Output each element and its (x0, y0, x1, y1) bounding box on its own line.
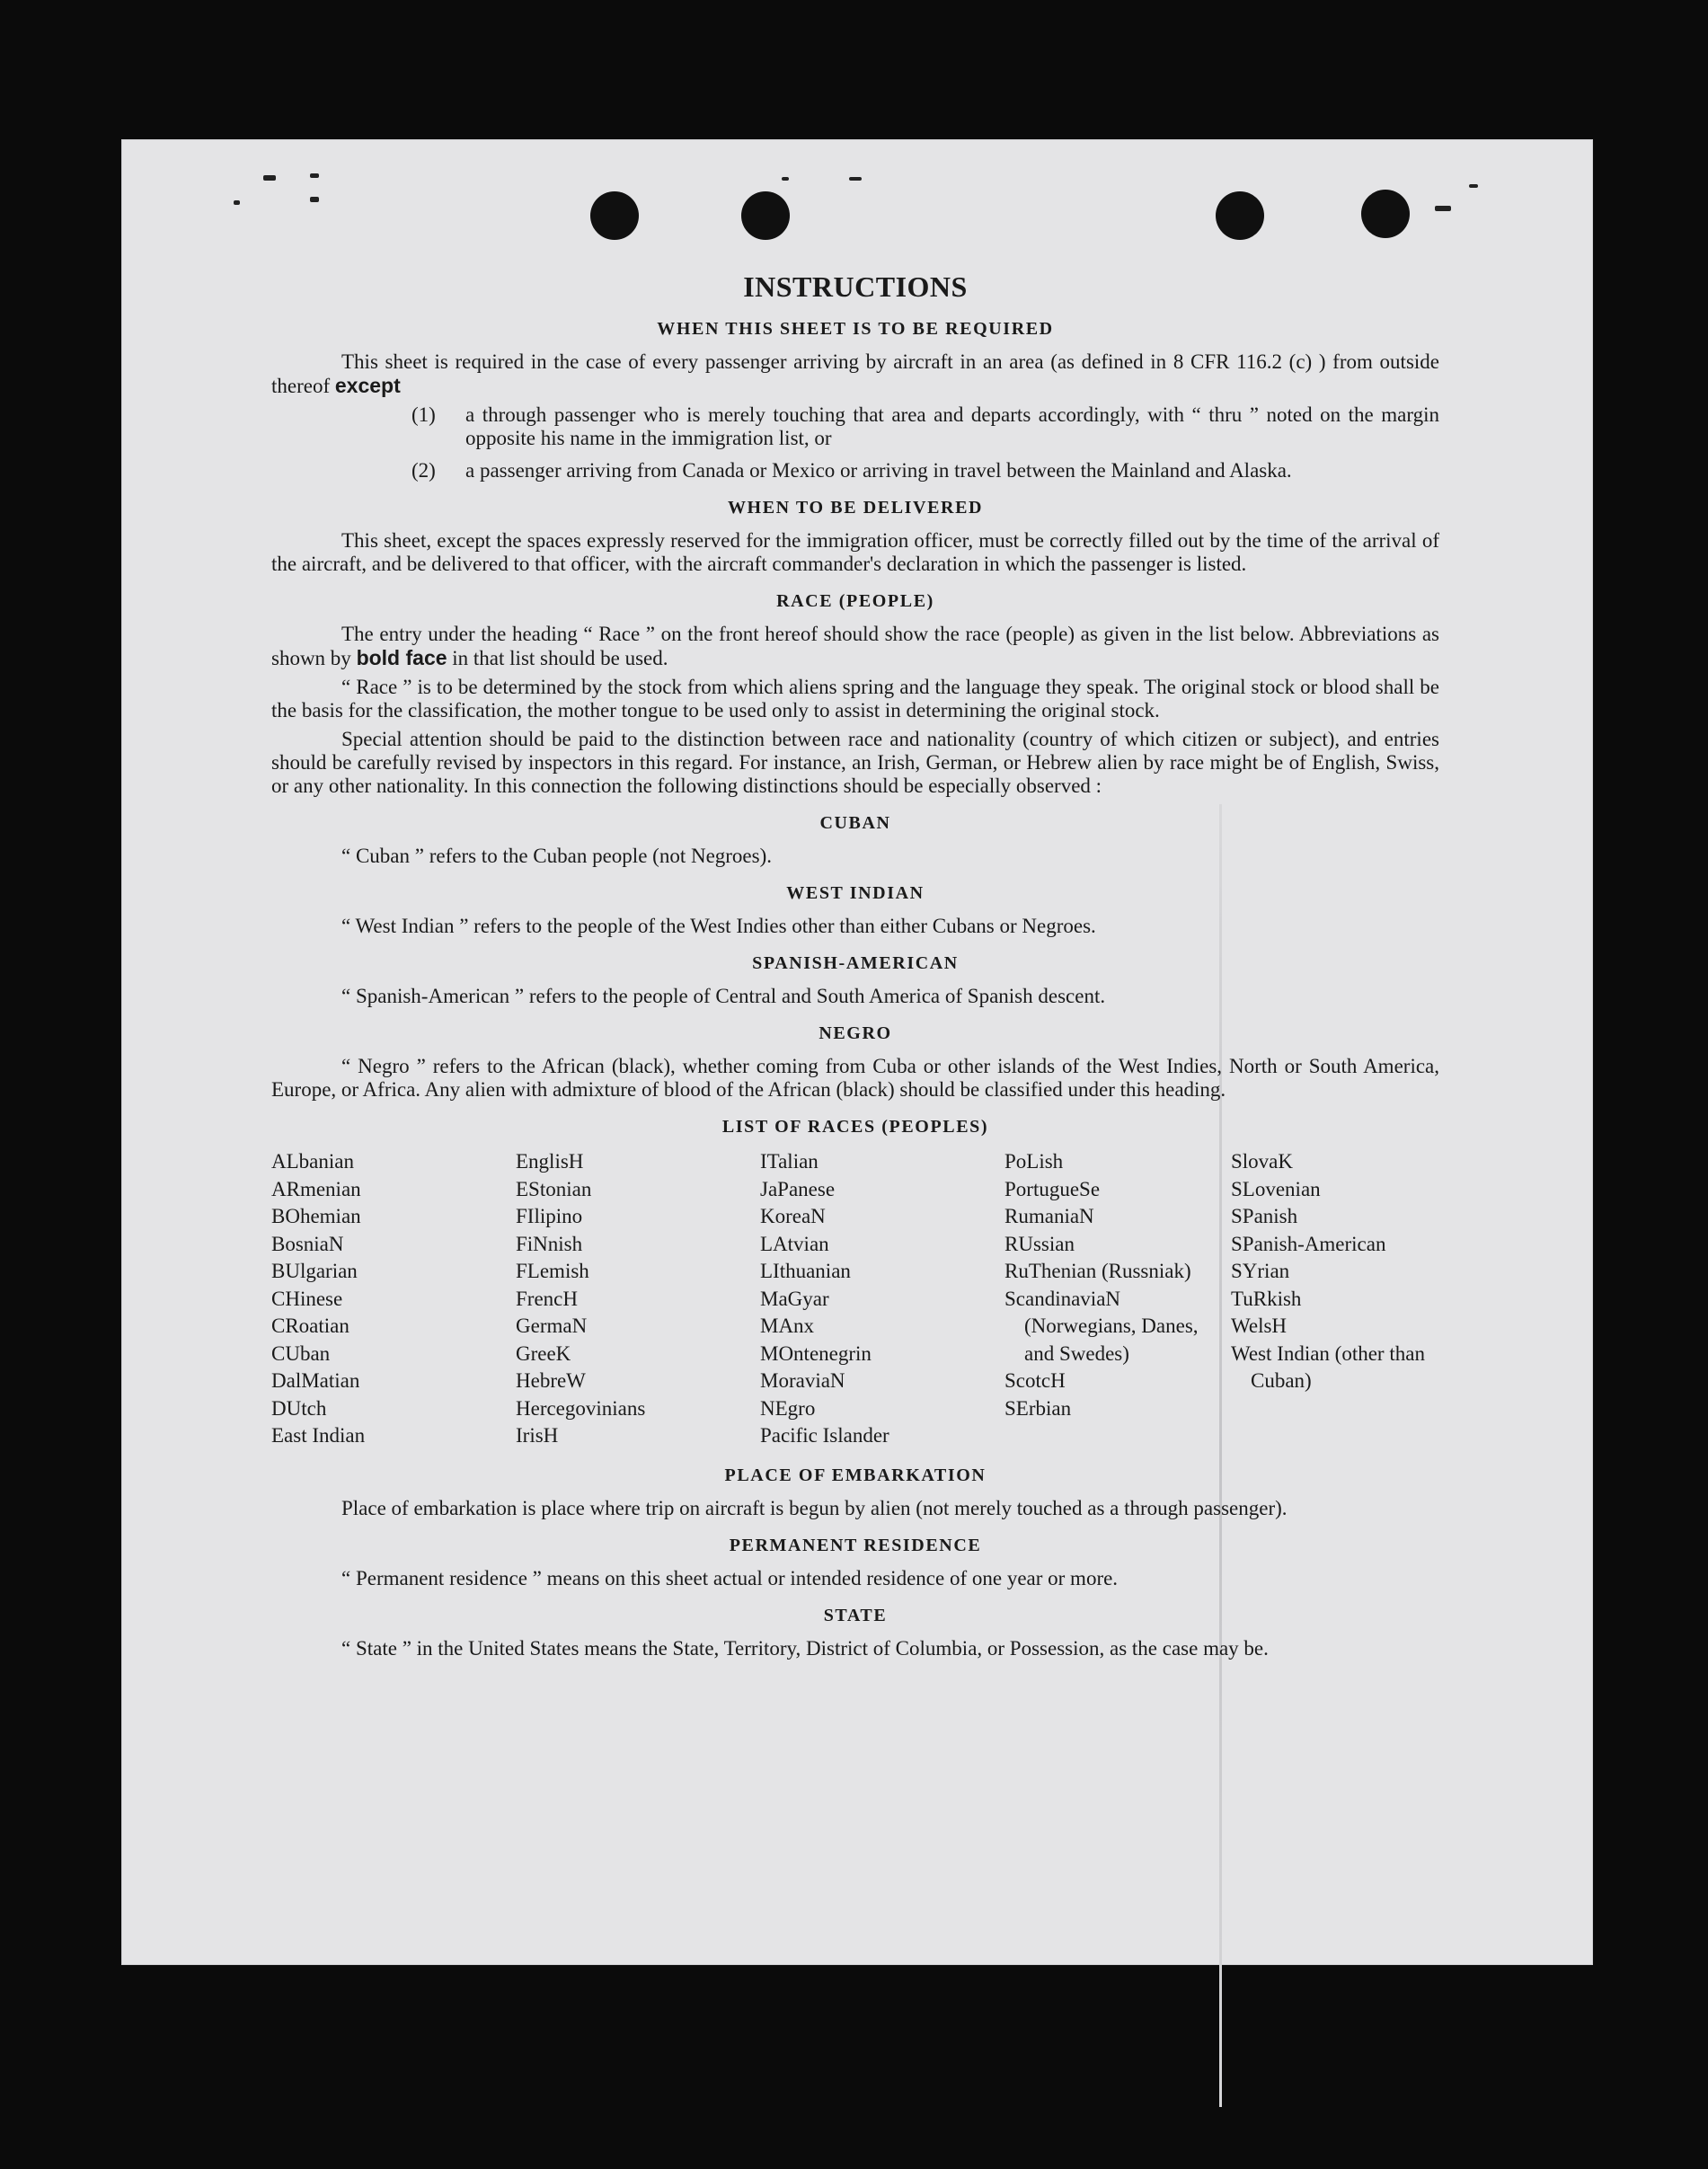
race-entry: CUban (271, 1341, 331, 1365)
paragraph-negro: “ Negro ” refers to the African (black), whether coming from Cuba or other islands of the West Indies, North or South America, Europe, or Africa. Any alien with admixture of blood of the African (black) should be classified under this heading. (271, 1055, 1439, 1101)
paper-speck (1469, 184, 1478, 188)
paragraph-delivered: This sheet, except the spaces expressly reserved for the immigration officer, must be correctly filled out by the time of the arrival of the aircraft, and be delivered to that officer, with the aircraft commander's declaration in which the passenger is listed. (271, 529, 1439, 575)
paper-speck (310, 173, 319, 178)
race-entry: ITalian (760, 1150, 819, 1173)
race-entry: ALbanian (271, 1150, 354, 1173)
paragraph-state: “ State ” in the United States means the State, Territory, District of Columbia, or Possession, as the case may be. (341, 1636, 1269, 1660)
race-entry: Hercegovinians (516, 1396, 646, 1420)
heading-state: STATE (823, 1605, 888, 1625)
race-entry: FrencH (516, 1287, 578, 1310)
race-entry: PortugueSe (1004, 1177, 1101, 1200)
punch-hole (1216, 191, 1264, 240)
race-entry: MAnx (760, 1315, 815, 1337)
race-entry: BUlgarian (271, 1260, 358, 1282)
race-entry: CHinese (271, 1287, 343, 1310)
heading-list-of-races: LIST OF RACES (PEOPLES) (721, 1117, 989, 1137)
text-required-pre: This sheet is required in the case of every passenger arriving by aircraft in an area (as defined in 8 CFR 116.2 (c) ) from outside thereof (271, 350, 1439, 397)
heading-cuban: CUBAN (819, 813, 891, 833)
paragraph-cuban: “ Cuban ” refers to the Cuban people (not Negroes). (341, 845, 773, 867)
paper-speck (310, 197, 319, 202)
race-entry: SPanish-American (1231, 1232, 1386, 1255)
race-entry: WelsH (1231, 1315, 1288, 1337)
race-entry: MOntenegrin (760, 1341, 872, 1365)
instructions-content (271, 261, 1439, 1666)
races-column-1 (271, 1148, 516, 1450)
exception-text: a through passenger who is merely touching that area and departs accordingly, with “ thru ” noted on the margin opposite his name in the immigration list, or (465, 403, 1439, 449)
races-column-5 (1231, 1148, 1439, 1450)
race-entry: BosniaN (271, 1232, 344, 1255)
punch-hole (1361, 190, 1410, 238)
race-entry: TuRkish (1231, 1287, 1302, 1310)
exception-number: (2) (412, 459, 436, 482)
race-entry: BOhemian (271, 1205, 361, 1227)
heading-negro: NEGRO (819, 1023, 892, 1043)
race-entry: DUtch (271, 1396, 327, 1420)
race-entry: MoraviaN (760, 1369, 845, 1392)
heading-race: RACE (PEOPLE) (776, 591, 934, 611)
exception-item-1 (271, 403, 1439, 450)
race-entry: ScandinaviaN (Norwegians, Danes, and Swedes) (1004, 1287, 1199, 1365)
race-entry: CRoatian (271, 1315, 350, 1337)
heading-when-required: WHEN THIS SHEET IS TO BE REQUIRED (657, 319, 1054, 339)
races-column-4 (1004, 1148, 1231, 1450)
paragraph-race-1 (271, 623, 1439, 670)
race-entry: LAtvian (760, 1232, 829, 1255)
race-entry: ARmenian (271, 1177, 361, 1200)
race-entry: RUssian (1004, 1232, 1075, 1255)
race-entry: West Indian (other than Cuban) (1231, 1341, 1425, 1392)
heading-spanish-american: SPANISH-AMERICAN (752, 953, 959, 973)
paragraph-west-indian: “ West Indian ” refers to the people of the West Indies other than either Cubans or Negroes. (341, 915, 1096, 937)
race-entry: FLemish (516, 1260, 589, 1282)
race-entry: DalMatian (271, 1369, 360, 1392)
race-entry: SlovaK (1231, 1150, 1293, 1173)
races-column-2 (516, 1148, 760, 1450)
race-entry: MaGyar (760, 1287, 829, 1310)
race-entry: GermaN (516, 1315, 588, 1337)
heading-embarkation: PLACE OF EMBARKATION (724, 1465, 987, 1485)
paragraph-race-2: “ Race ” is to be determined by the stock from which aliens spring and the language they speak. The original stock or blood shall be the basis for the classification, the mother tongue to be used only to assist in determining the original stock. (271, 676, 1439, 722)
text-race-1-pre: The entry under the heading “ Race ” on the front hereof should show the race (people) as given in the list below. Abbreviations as shown by (271, 623, 1439, 669)
heading-when-delivered: WHEN TO BE DELIVERED (727, 498, 984, 518)
paragraph-embarkation: Place of embarkation is place where trip on aircraft is begun by alien (not merely touched as a through passenger). (341, 1496, 1288, 1519)
race-entry: JaPanese (760, 1177, 836, 1200)
races-list (271, 1148, 1439, 1450)
race-entry: SPanish (1231, 1205, 1298, 1227)
paper-speck (1435, 206, 1451, 211)
race-entry: EStonian (516, 1177, 592, 1200)
race-entry: IrisH (516, 1424, 559, 1447)
paragraph-permanent-residence: “ Permanent residence ” means on this sheet actual or intended residence of one year or more. (341, 1566, 1119, 1589)
race-entry: PoLish (1004, 1150, 1064, 1173)
text-race-1-post: in that list should be used. (452, 647, 668, 669)
race-entry: SErbian (1004, 1396, 1072, 1420)
races-column-3 (760, 1148, 1004, 1450)
race-entry: EnglisH (516, 1150, 584, 1173)
race-entry: Pacific Islander (760, 1424, 889, 1447)
page-title: INSTRUCTIONS (743, 270, 968, 303)
race-entry: FIlipino (516, 1205, 583, 1227)
race-entry: ScotcH (1004, 1369, 1066, 1392)
race-entry: KoreaN (760, 1205, 826, 1227)
race-entry: GreeK (516, 1341, 571, 1365)
paper-speck (782, 177, 789, 181)
punch-hole (590, 191, 639, 240)
text-required-except: except (334, 374, 401, 397)
race-entry: HebreW (516, 1369, 586, 1392)
race-entry: SYrian (1231, 1260, 1290, 1282)
exception-text: a passenger arriving from Canada or Mexico or arriving in travel between the Mainland and Alaska. (465, 459, 1292, 482)
exception-number: (1) (412, 403, 436, 426)
race-entry: RumaniaN (1004, 1205, 1094, 1227)
paper-speck (234, 200, 240, 205)
race-entry: SLovenian (1231, 1177, 1321, 1200)
punch-hole (741, 191, 790, 240)
paragraph-race-3: Special attention should be paid to the distinction between race and nationality (country of which citizen or subject), and entries should be carefully revised by inspectors in this regard. For instance, an Irish, German, or Hebrew alien by race might be of English, Swiss, or any other nationality. In this connection the following distinctions should be especially observed : (271, 728, 1439, 797)
paper-speck (849, 177, 862, 181)
heading-permanent-residence: PERMANENT RESIDENCE (729, 1535, 982, 1555)
paper-speck (263, 175, 276, 181)
race-entry: NEgro (760, 1396, 816, 1420)
exception-item-2 (271, 459, 1439, 482)
paragraph-spanish-american: “ Spanish-American ” refers to the people of Central and South America of Spanish descent. (341, 985, 1106, 1007)
paragraph-required (271, 350, 1439, 398)
race-entry: RuThenian (Russniak) (1004, 1260, 1191, 1282)
race-entry: FiNnish (516, 1232, 583, 1255)
text-race-1-bold: bold face (356, 646, 447, 669)
race-entry: LIthuanian (760, 1260, 851, 1282)
heading-west-indian: WEST INDIAN (786, 883, 925, 903)
race-entry: East Indian (271, 1424, 366, 1447)
